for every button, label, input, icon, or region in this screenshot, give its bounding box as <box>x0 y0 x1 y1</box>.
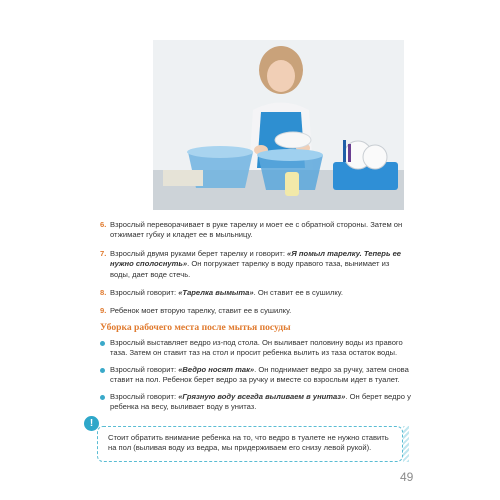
bullet-text: Взрослый говорит: <box>110 391 179 401</box>
bullet-quote: «Грязную воду всегда выливаем в унитаз» <box>178 391 346 401</box>
page-number: 49 <box>400 470 414 484</box>
step-item <box>100 249 410 280</box>
step-item <box>100 220 410 241</box>
step-number: 9. <box>100 306 107 316</box>
step-item <box>100 306 410 316</box>
step-text: . Он ставит ее в сушилку. <box>253 288 343 298</box>
step-number: 6. <box>100 220 107 229</box>
step-quote: «Я помыл тарелку. Теперь ее нужно сполоснуть» <box>110 248 402 269</box>
section-title: Уборка рабочего места после мытья посуды <box>100 322 291 333</box>
bullet-quote: «Ведро носят так» <box>178 364 255 374</box>
bullet-text: Взрослый выставляет ведро из-под стола. Он выливает половину воды из правого таза. Затем он ставит таз на стол и просит ребенка вылить из таза остаток воды. <box>110 338 403 358</box>
bullet-item <box>100 365 412 386</box>
bullet-dot-icon <box>100 341 105 346</box>
bullet-text: Взрослый говорит: <box>110 364 179 374</box>
bullet-dot-icon <box>100 395 105 400</box>
steps-list <box>100 220 410 325</box>
bullet-dot-icon <box>100 368 105 373</box>
bullet-item <box>100 338 412 359</box>
step-text: Ребенок моет вторую тарелку, ставит ее в сушилку. <box>110 306 292 316</box>
photo-child-washing-dishes <box>153 40 404 210</box>
step-number: 7. <box>100 248 107 258</box>
bullet-text: . Он берет ведро у ребенка на весу, выливает воду в унитаз. <box>110 391 411 412</box>
note-text: Стоит обратить внимание ребенка на то, что ведро в туалете не нужно ставить на пол (выливая воду из ведра, мы придерживаем его снизу левой рукой). <box>108 433 389 453</box>
step-text: Взрослый двумя руками берет тарелку и говорит: <box>110 248 288 258</box>
exclamation-icon: ! <box>84 416 99 431</box>
step-quote: «Тарелка вымыта» <box>178 288 254 298</box>
step-item <box>100 288 410 298</box>
step-text: Взрослый говорит: <box>110 288 179 298</box>
bullet-item <box>100 392 412 413</box>
step-number: 8. <box>100 288 107 298</box>
note-box <box>97 426 403 462</box>
bullet-text: . Он поднимает ведро за ручку, затем снова ставит на пол. Ребенок берет ведро за ручку и вместе со взрослым идет в туалет. <box>110 364 409 385</box>
note-decoration <box>403 426 409 462</box>
step-text: . Он погружает тарелку в воду правого таза, вынимает из воды, дает воде стечь. <box>110 259 390 279</box>
bullets-list <box>100 338 412 418</box>
step-text: Взрослый переворачивает в руке тарелку и моет ее с обратной стороны. Затем он отжимает губку и кладет ее в мыльницу. <box>110 220 403 240</box>
